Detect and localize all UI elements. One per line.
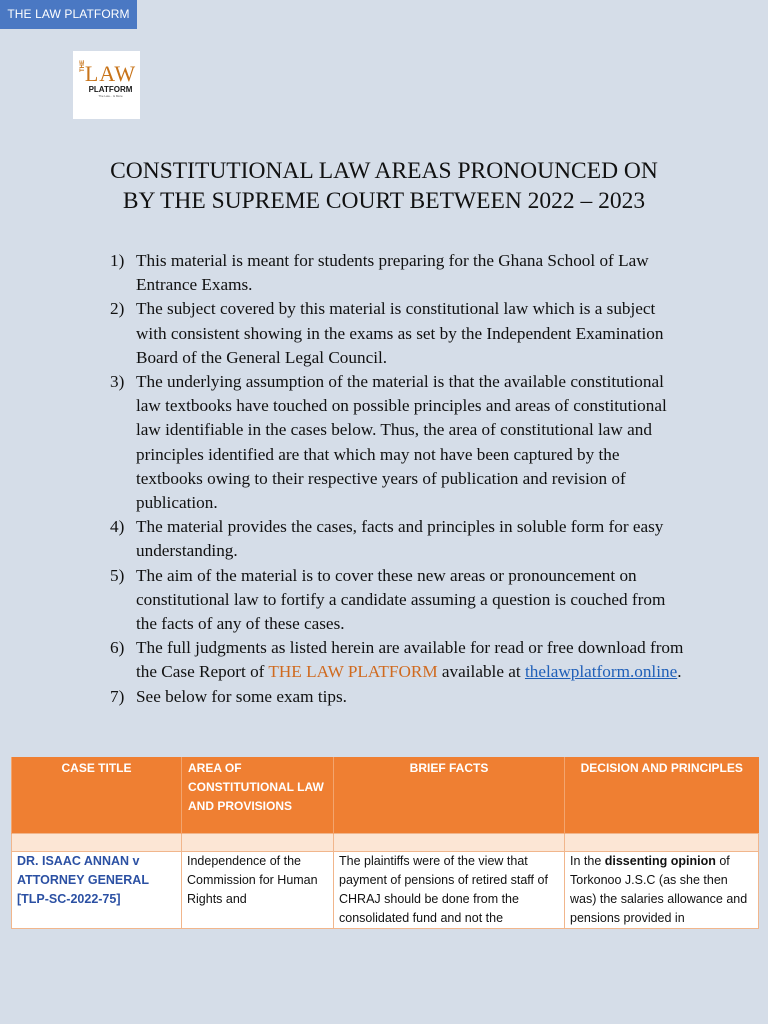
intro-list [110, 249, 690, 709]
website-link[interactable]: thelawplatform.online [524, 662, 678, 682]
logo-big-text: LAW [84, 61, 137, 86]
list-item: 4) The material provides the cases, facts and principles in soluble form for easy understanding. [110, 517, 664, 561]
title-line-1: CONSTITUTIONAL LAW AREAS PRONOUNCED ON [110, 158, 658, 184]
logo-tagline: The Law... & More [98, 94, 123, 98]
table-row [12, 852, 759, 929]
law-platform-highlight: THE LAW PLATFORM [268, 662, 438, 682]
list-item: 5) The aim of the material is to cover these new areas or pronouncement on constitutional law to fortify a candidate assuming a question is couched from the facts of any of these cases. [110, 565, 666, 634]
column-header: CASE TITLE [12, 757, 182, 834]
column-header: BRIEF FACTS [334, 757, 565, 834]
list-item: 3) The underlying assumption of the material is that the available constitutional law textbooks have touched on possible principles and areas of constitutional law identifiable in the cases below. Thus, the area of constitutional law and principles identified are that which may not have been captured by the textbooks owing to their respective years of publication and revision of publication. [110, 372, 667, 513]
table-spacer-row [12, 834, 759, 852]
list-item: 1) This material is meant for students preparing for the Ghana School of Law Entrance Exams. [110, 251, 649, 295]
dissenting-opinion-text: dissenting opinion [604, 854, 716, 868]
area-cell: Independence of the Commission for Human Rights and [182, 852, 334, 929]
case-title-cell: DR. ISAAC ANNAN v ATTORNEY GENERAL [TLP-SC-2022-75] [12, 852, 182, 929]
table-header-row [12, 757, 759, 834]
list-item: 7) See below for some exam tips. [110, 686, 347, 706]
cases-table [11, 757, 759, 929]
list-item: 6) The full judgments as listed herein are available for read or free download from the Case Report of THE LAW PLATFORM available at thelawplatform.online. [110, 638, 684, 682]
list-item: 2) The subject covered by this material is constitutional law which is a subject with consistent showing in the exams as set by the Independent Examination Board of the General Legal Council. [110, 299, 664, 367]
logo-small-text: THE [80, 60, 86, 72]
title-line-2: BY THE SUPREME COURT BETWEEN 2022 – 2023 [122, 188, 646, 214]
document-title [0, 156, 768, 216]
decision-cell: In the dissenting opinion of Torkonoo J.S.C (as she then was) the salaries allowance and pensions provided in [565, 852, 759, 929]
column-header: AREA OF CONSTITUTIONAL LAW AND PROVISIONS [182, 757, 334, 834]
logo-name-text: PLATFORM [88, 85, 133, 94]
facts-cell: The plaintiffs were of the view that payment of pensions of retired staff of CHRAJ should be done from the consolidated fund and not the [334, 852, 565, 929]
column-header: DECISION AND PRINCIPLES [565, 757, 759, 834]
header-tag: THE LAW PLATFORM [0, 0, 137, 29]
law-platform-logo [73, 51, 140, 119]
